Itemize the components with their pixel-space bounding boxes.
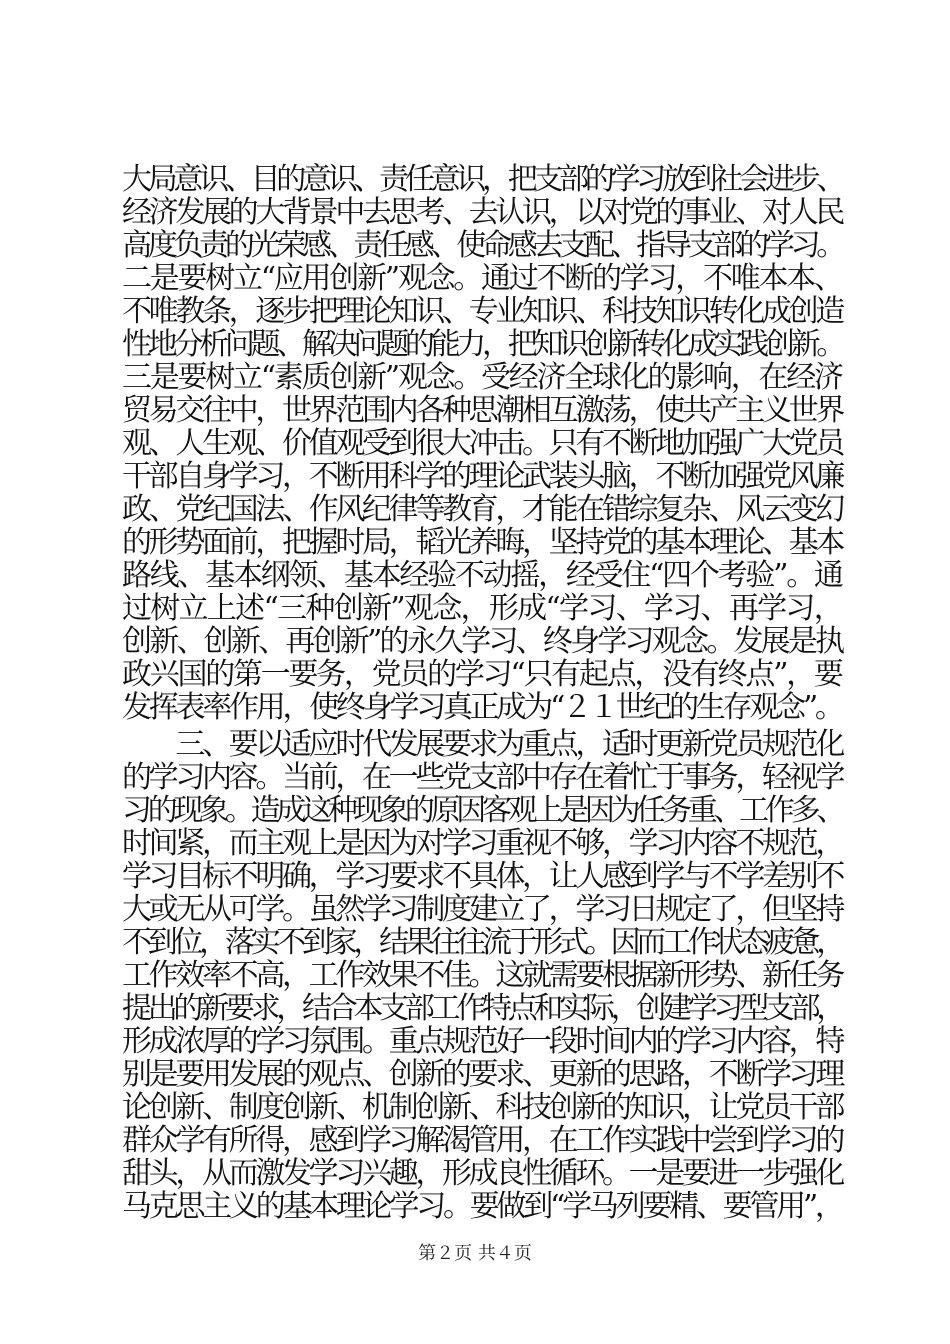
paragraph-1-line: 政、党纪国法、作风纪律等教育，才能在错综复杂、风云变幻	[122, 492, 842, 527]
paragraph-2-line: 大或无从可学。虽然学习制度建立了，学习日规定了，但坚持	[122, 892, 842, 927]
page-number-label: 第２页 共４页	[418, 1243, 532, 1264]
paragraph-1-line: 二是要树立“应用创新”观念。通过不断的学习，不唯本本、	[122, 261, 842, 296]
paragraph-1-line: 贸易交往中，世界范围内各种思潮相互激荡，使共产主义世界	[122, 393, 842, 428]
paragraph-1-line: 政兴国的第一要务，党员的学习“只有起点，没有终点”，要	[122, 657, 842, 692]
paragraph-1-line: 大局意识、目的意识、责任意识，把支部的学习放到社会进步、	[122, 162, 842, 197]
paragraph-1-line: 干部自身学习，不断用科学的理论武装头脑，不断加强党风廉	[122, 459, 842, 494]
paragraph-1-line: 的形势面前，把握时局，韬光养晦，坚持党的基本理论、基本	[122, 525, 842, 560]
paragraph-2-line: 形成浓厚的学习氛围。重点规范好一段时间内的学习内容，特	[122, 1024, 842, 1059]
paragraph-2-line: 论创新、制度创新、机制创新、科技创新的知识，让党员干部	[122, 1090, 842, 1125]
paragraph-1-line: 高度负责的光荣感、责任感、使命感去支配、指导支部的学习。	[122, 228, 842, 263]
paragraph-2-line: 群众学有所得，感到学习解渴管用，在工作实践中尝到学习的	[122, 1123, 842, 1158]
paragraph-2-line: 马克思主义的基本理论学习。要做到“学马列要精、要管用”，	[122, 1189, 842, 1224]
paragraph-2-line: 三、要以适应时代发展要求为重点，适时更新党员规范化	[122, 727, 842, 762]
paragraph-1-line: 经济发展的大背景中去思考、去认识，以对党的事业、对人民	[122, 195, 842, 230]
paragraph-2-line: 时间紧，而主观上是因为对学习重视不够，学习内容不规范，	[122, 826, 842, 861]
paragraph-1-line: 创新、创新、再创新”的永久学习、终身学习观念。发展是执	[122, 624, 843, 659]
paragraph-1-line: 三是要树立“素质创新”观念。受经济全球化的影响，在经济	[122, 360, 842, 395]
paragraph-2-line: 甜头，从而激发学习兴趣，形成良性循环。一是要进一步强化	[122, 1156, 842, 1191]
paragraph-2-line: 学习目标不明确，学习要求不具体，让人感到学与不学差别不	[122, 859, 842, 894]
paragraph-1-line: 过树立上述“三种创新”观念，形成“学习、学习、再学习，	[122, 591, 843, 626]
paragraph-2-line: 工作效率不高，工作效果不佳。这就需要根据新形势、新任务	[122, 958, 842, 993]
paragraph-2-line: 习的现象。造成这种现象的原因客观上是因为任务重、工作多、	[122, 793, 842, 828]
paragraph-1-line: 路线、基本纲领、基本经验不动摇，经受住“四个考验”。通	[122, 558, 842, 593]
paragraph-1-line: 发挥表率作用，使终身学习真正成为“２１世纪的生存观念”。	[122, 690, 842, 725]
paragraph-2-line: 别是要用发展的观点、创新的要求、更新的思路，不断学习理	[122, 1057, 842, 1092]
paragraph-1-line: 性地分析问题、解决问题的能力，把知识创新转化成实践创新。	[122, 327, 842, 362]
paragraph-2-line: 的学习内容。当前，在一些党支部中存在着忙于事务，轻视学	[122, 760, 842, 795]
paragraph-2-line: 提出的新要求，结合本支部工作特点和实际，创建学习型支部，	[122, 991, 842, 1026]
paragraph-1-line: 观、人生观、价值观受到很大冲击。只有不断地加强广大党员	[122, 426, 842, 461]
paragraph-1-line: 不唯教条，逐步把理论知识、专业知识、科技知识转化成创造	[122, 294, 842, 329]
paragraph-2-line: 不到位，落实不到家，结果往往流于形式。因而工作状态疲惫，	[122, 925, 842, 960]
page-footer	[0, 1242, 950, 1266]
